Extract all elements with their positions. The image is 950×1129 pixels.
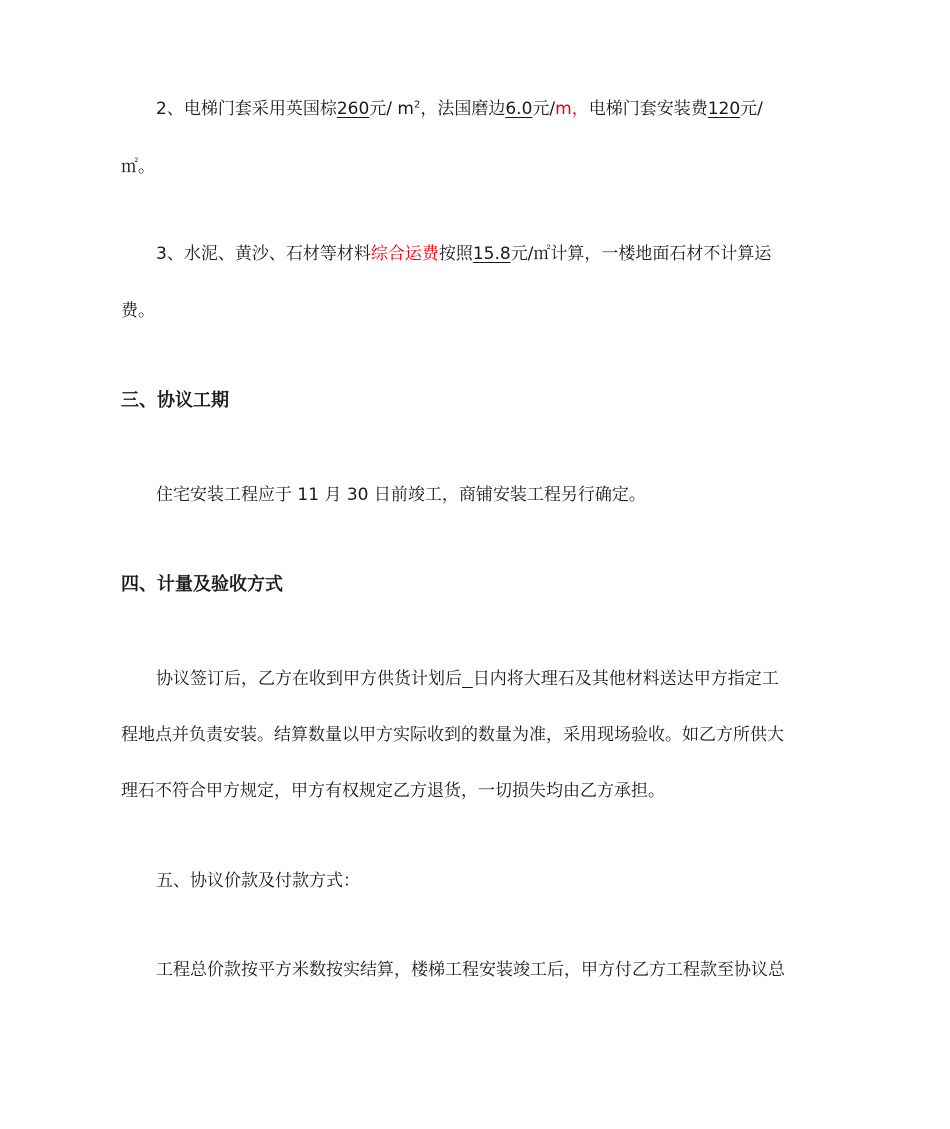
item-3-line	[156, 242, 868, 266]
section-4-line-3: 理石不符合甲方规定，甲方有权规定乙方退货，一切损失均由乙方承担。	[121, 781, 665, 801]
section-5-heading: 五、协议价款及付款方式：	[156, 871, 360, 891]
unit-text: 元/	[532, 99, 556, 119]
item-3-text: 元/㎡计算，一楼地面石材不计算运	[510, 244, 772, 264]
section-4-line-2: 程地点并负责安装。结算数量以甲方实际收到的数量为准，采用现场验收。如乙方所供大	[121, 725, 784, 745]
unit-superscript: 2	[413, 99, 421, 111]
freight-price: 15.8	[472, 244, 511, 264]
unit-text: 元/ m	[369, 99, 414, 119]
red-highlight-text: m，	[555, 99, 589, 119]
item-2-text: 2、电梯门套采用英国棕	[156, 99, 337, 119]
section-4-text: 协议签订后，乙方在收到甲方供货计划后	[156, 669, 462, 689]
section-4-text: 日内将大理石及其他材料送达甲方指定工	[472, 669, 779, 689]
section-4-heading: 四、计量及验收方式	[121, 574, 283, 595]
item-2-text: ，法国磨边	[420, 99, 506, 119]
section-5-body: 工程总价款按平方米数按实结算，楼梯工程安装竣工后，甲方付乙方工程款至协议总	[156, 960, 785, 980]
red-highlight-text: 综合运费	[370, 244, 439, 264]
blank-days-field	[462, 669, 473, 689]
edging-price: 6.0	[505, 99, 533, 119]
install-fee-price: 120	[707, 99, 741, 119]
section-3-body: 住宅安装工程应于 11 月 30 日前竣工，商铺安装工程另行确定。	[156, 485, 646, 505]
item-3-text: 按照	[438, 244, 473, 264]
section-3-heading: 三、协议工期	[121, 390, 229, 411]
british-brown-price: 260	[336, 99, 370, 119]
item-2-text: 电梯门套安装费	[588, 99, 708, 119]
item-2-continuation: ㎡。	[121, 157, 155, 177]
item-3-text: 3、水泥、黄沙、石材等材料	[156, 244, 371, 264]
unit-text: 元/	[740, 99, 763, 119]
section-4-line-1	[156, 667, 868, 691]
item-2-line	[156, 97, 868, 121]
item-3-continuation: 费。	[121, 301, 155, 321]
